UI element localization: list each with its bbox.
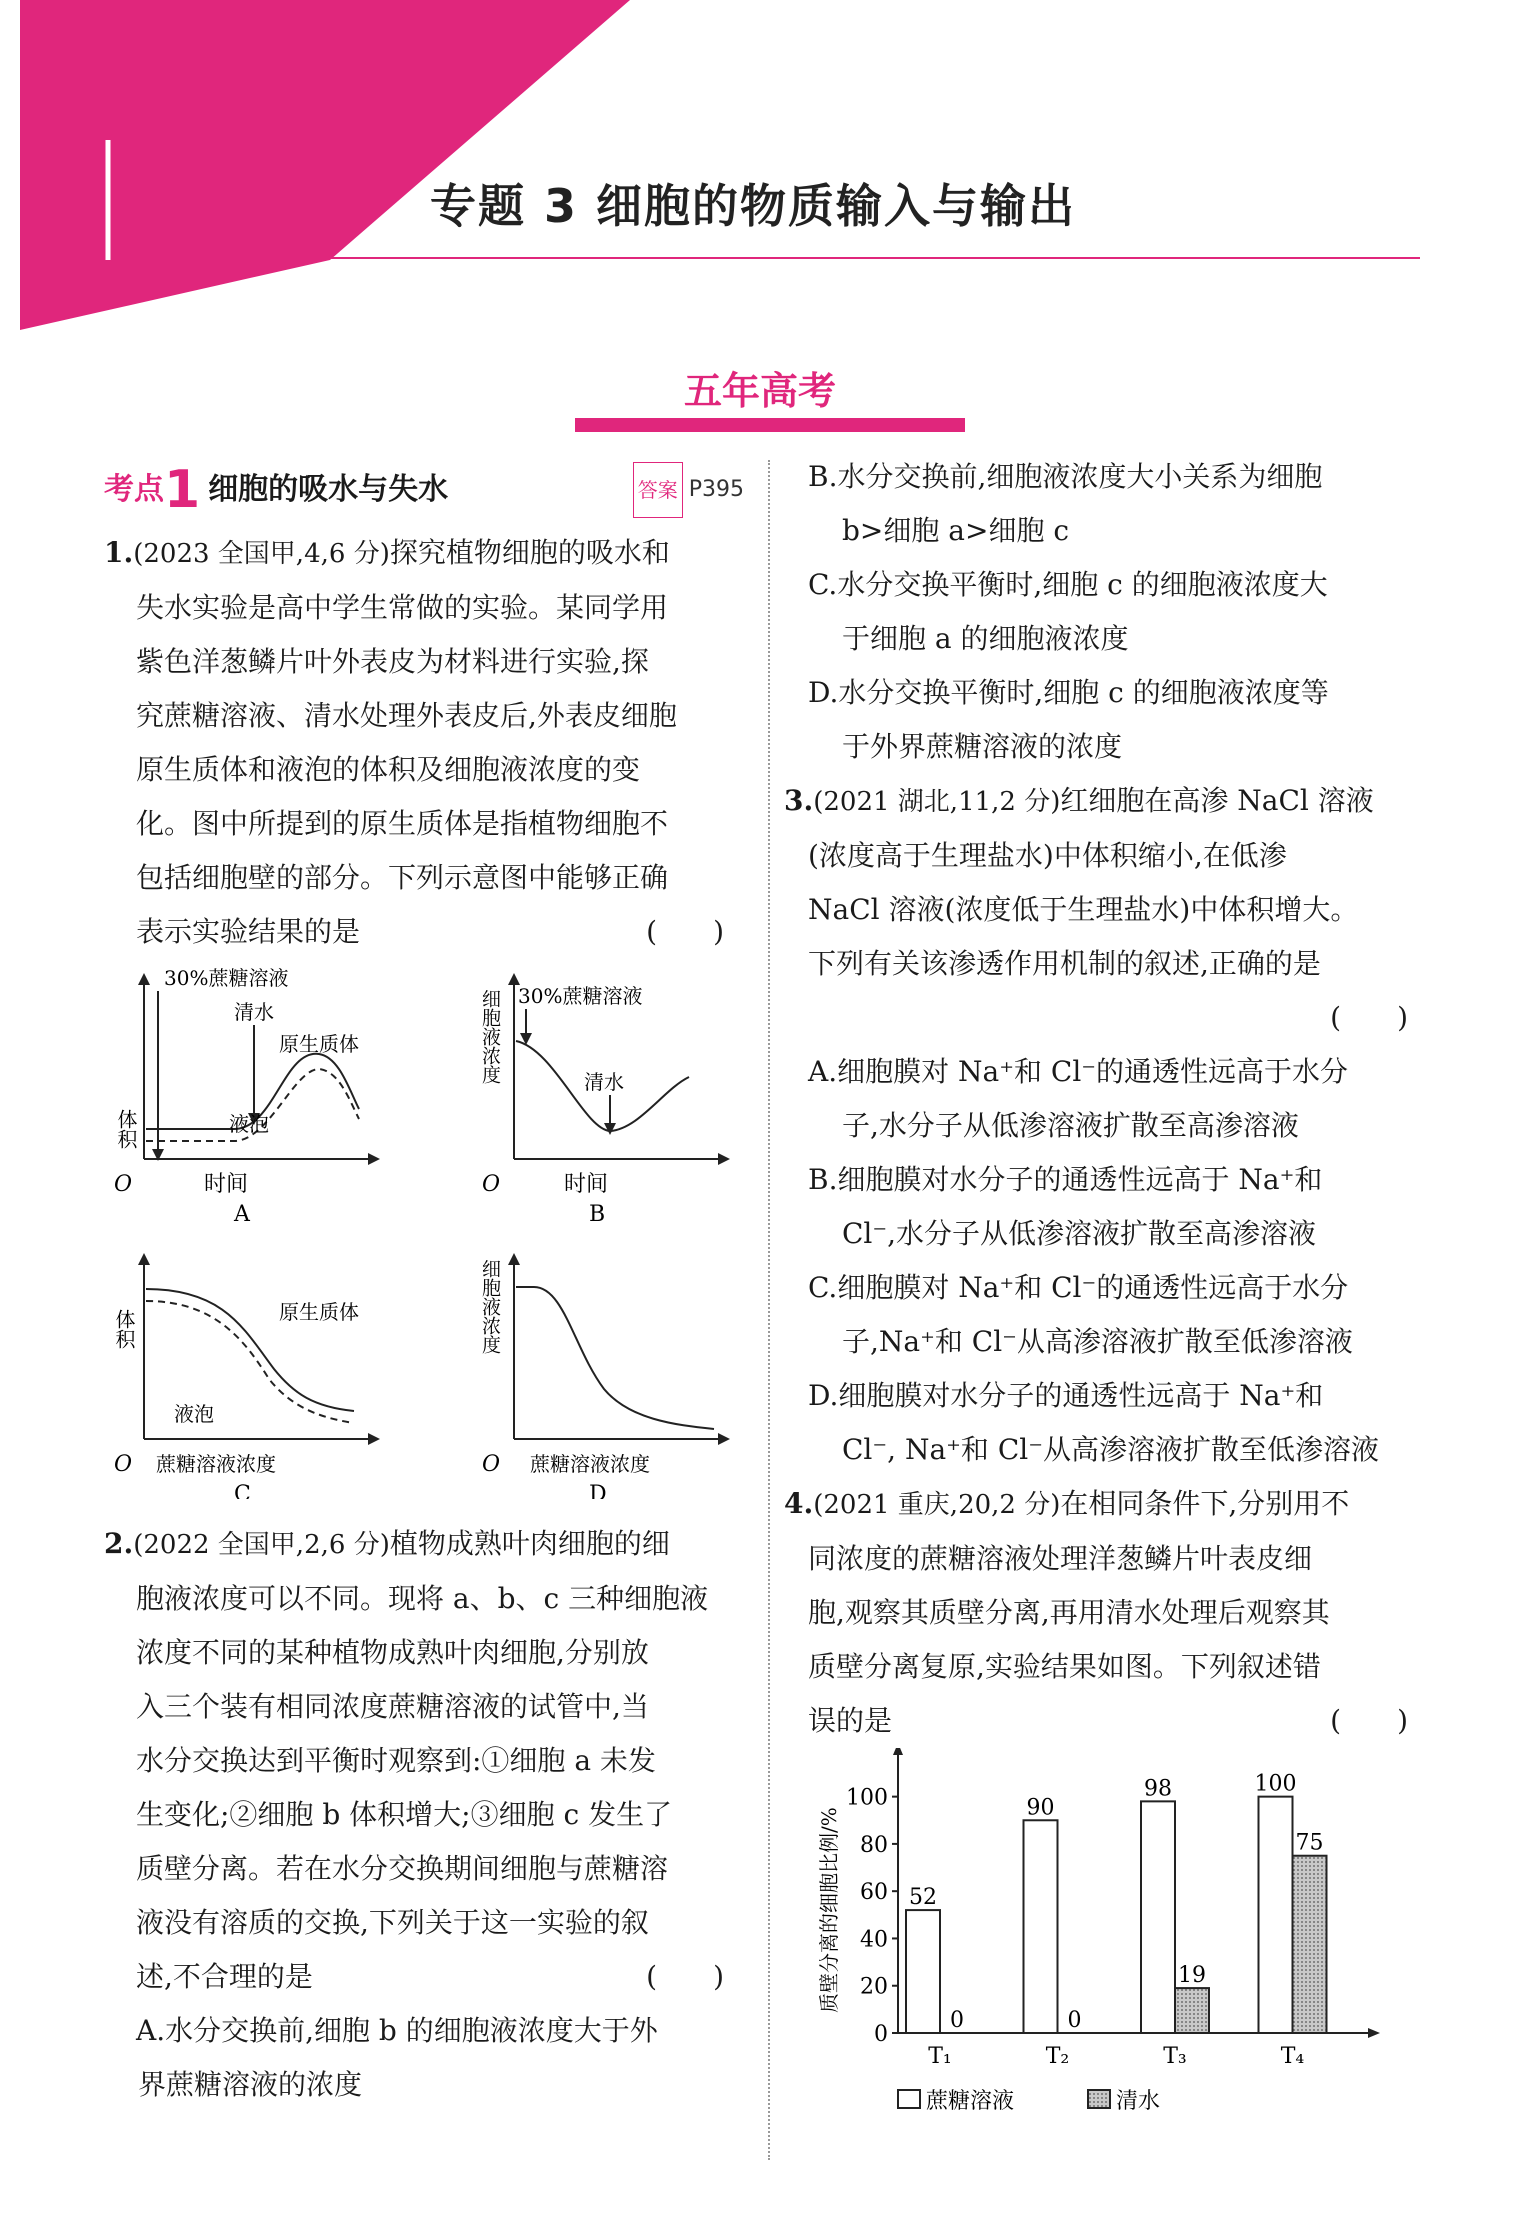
graph-b-mid-note: 清水 (584, 1070, 624, 1094)
bar (1293, 1856, 1327, 2033)
graph-a-curve1: 原生质体 (279, 1032, 359, 1056)
y-axis-label: 质壁分离的细胞比例/% (817, 1807, 841, 2013)
q3-source: (2021 湖北,11,2 分) (813, 787, 1061, 817)
q2-line: 胞液浓度可以不同。现将 a、b、c 三种细胞液 (136, 1582, 709, 1615)
data-label: 90 (1026, 1795, 1055, 1821)
q3-option-b: B.细胞膜对水分子的通透性远高于 Na⁺和 (808, 1163, 1323, 1196)
x-axis-arrow (1368, 2028, 1380, 2038)
q3-line: 下列有关该渗透作用机制的叙述,正确的是 (808, 947, 1321, 980)
graph-a-curve2: 液泡 (229, 1112, 269, 1136)
q1-graphs (104, 959, 744, 1499)
question-2 (104, 1517, 744, 2112)
data-label: 100 (1254, 1771, 1297, 1797)
bar (1024, 1820, 1058, 2033)
graph-a-label: A (234, 1202, 250, 1227)
column-divider (768, 460, 770, 2160)
graph-b-top-note: 30%蔗糖溶液 (518, 984, 643, 1008)
answer-blank: ( ) (646, 1960, 724, 1993)
question-4 (784, 1477, 1428, 1748)
section-title: 五年高考 (683, 369, 836, 413)
q1-number: 1. (104, 536, 134, 569)
q3-option-d-cont: Cl⁻, Na⁺和 Cl⁻从高渗溶液扩散至低渗溶液 (842, 1433, 1379, 1466)
q1-source: (2023 全国甲,4,6 分) (133, 539, 390, 569)
answer-blank: ( ) (1330, 1704, 1408, 1737)
y-axis-arrow (893, 1748, 903, 1755)
data-label: 75 (1295, 1830, 1324, 1856)
bar (1175, 1988, 1209, 2033)
q4-source: (2021 重庆,20,2 分) (813, 1490, 1061, 1520)
y-tick-label: 60 (860, 1880, 888, 1906)
q2-option-a-cont: 界蔗糖溶液的浓度 (138, 2068, 363, 2101)
q2-option-a: A.水分交换前,细胞 b 的细胞液浓度大于外 (136, 2014, 658, 2047)
q4-line: 误的是 (808, 1704, 893, 1737)
answer-tag: 答案 (633, 462, 683, 518)
q2-line: 述,不合理的是 (136, 1960, 313, 1993)
q2-line: 入三个装有相同浓度蔗糖溶液的试管中,当 (136, 1690, 649, 1723)
y-tick-label: 20 (860, 1974, 888, 2000)
q2-line: 质壁分离。若在水分交换期间细胞与蔗糖溶 (136, 1852, 669, 1885)
q2-number: 2. (104, 1527, 134, 1560)
q4-line: 在相同条件下,分别用不 (1060, 1487, 1350, 1520)
legend-label: 蔗糖溶液 (926, 2089, 1015, 2114)
kaodian-number: 1 (164, 460, 201, 520)
answer-page: P395 (688, 477, 744, 502)
q2-option-b-cont: b>细胞 a>细胞 c (842, 514, 1070, 547)
y-tick-label: 80 (860, 1832, 888, 1858)
graph-b-xlabel: 时间 (564, 1172, 609, 1197)
bar (906, 1910, 940, 2033)
graph-b (479, 979, 724, 1227)
x-tick-label: T₁ (928, 2044, 952, 2069)
graph-d-ylabel: 细胞液浓度 (479, 1259, 501, 1354)
graph-b-origin: O (482, 1172, 501, 1197)
data-label: 98 (1144, 1776, 1172, 1802)
legend-label: 清水 (1116, 2089, 1161, 2114)
x-tick-label: T₃ (1163, 2044, 1187, 2069)
answer-blank: ( ) (646, 915, 724, 948)
question-1 (104, 526, 744, 959)
graph-c-xlabel: 蔗糖溶液浓度 (156, 1452, 276, 1476)
y-tick-label: 0 (874, 2022, 888, 2047)
q2-option-c: C.水分交换平衡时,细胞 c 的细胞液浓度大 (808, 568, 1328, 601)
graph-d-origin: O (482, 1452, 501, 1477)
section-underline (575, 418, 965, 432)
q1-line: 包括细胞壁的部分。下列示意图中能够正确 (136, 861, 669, 894)
q2-option-c-cont: 于细胞 a 的细胞液浓度 (842, 622, 1129, 655)
q3-number: 3. (784, 784, 814, 817)
legend-swatch (1088, 2090, 1110, 2108)
kaodian-title: 细胞的吸水与失水 (208, 472, 449, 507)
question-3 (784, 774, 1428, 1477)
graph-a (114, 966, 374, 1227)
q2-line: 生变化;②细胞 b 体积增大;③细胞 c 发生了 (136, 1798, 673, 1831)
q1-line: 原生质体和液泡的体积及细胞液浓度的变 (136, 753, 641, 786)
y-tick-label: 100 (846, 1785, 888, 1811)
y-tick-label: 40 (860, 1927, 888, 1953)
graph-c-curve1: 原生质体 (279, 1300, 359, 1324)
q3-line: 红细胞在高渗 NaCl 溶液 (1060, 784, 1374, 817)
q2-option-d-cont: 于外界蔗糖溶液的浓度 (842, 730, 1123, 763)
q1-line: 紫色洋葱鳞片叶外表皮为材料进行实验,探 (136, 645, 649, 678)
q1-line: 失水实验是高中学生常做的实验。某同学用 (136, 591, 669, 624)
q3-line: (浓度高于生理盐水)中体积缩小,在低渗 (808, 839, 1287, 872)
graph-a-top-note: 30%蔗糖溶液 (164, 966, 289, 990)
q1-line: 表示实验结果的是 (136, 915, 361, 948)
q2-line: 植物成熟叶肉细胞的细 (389, 1527, 670, 1560)
graph-c-label: C (234, 1482, 251, 1499)
legend-swatch (898, 2090, 920, 2108)
q4-line: 胞,观察其质壁分离,再用清水处理后观察其 (808, 1596, 1330, 1629)
data-label: 0 (950, 2008, 964, 2033)
bar-chart (808, 1748, 1408, 2128)
q1-line: 化。图中所提到的原生质体是指植物细胞不 (136, 807, 669, 840)
x-tick-label: T₂ (1045, 2044, 1070, 2069)
q3-option-a: A.细胞膜对 Na⁺和 Cl⁻的通透性远高于水分 (808, 1055, 1349, 1088)
graph-c-curve2: 液泡 (174, 1402, 214, 1426)
q3-option-c: C.细胞膜对 Na⁺和 Cl⁻的通透性远高于水分 (808, 1271, 1349, 1304)
data-label: 52 (909, 1885, 937, 1911)
q3-option-c-cont: 子,Na⁺和 Cl⁻从高渗溶液扩散至低渗溶液 (842, 1325, 1353, 1358)
graph-b-label: B (589, 1202, 606, 1227)
q4-line: 同浓度的蔗糖溶液处理洋葱鳞片叶表皮细 (808, 1542, 1313, 1575)
graph-c-origin: O (114, 1452, 133, 1477)
q3-option-b-cont: Cl⁻,水分子从低渗溶液扩散至高渗溶液 (842, 1217, 1317, 1250)
graph-c-ylabel: 体积 (112, 1309, 136, 1349)
right-column (784, 450, 1428, 2146)
q2-option-d: D.水分交换平衡时,细胞 c 的细胞液浓度等 (808, 676, 1329, 709)
graph-a-origin: O (114, 1172, 133, 1197)
x-tick-label: T₄ (1280, 2044, 1305, 2069)
q4-number: 4. (784, 1487, 814, 1520)
graph-a-mid-note: 清水 (234, 1000, 274, 1024)
graph-b-ylabel: 细胞液浓度 (479, 989, 501, 1084)
q2-line: 浓度不同的某种植物成熟叶肉细胞,分别放 (136, 1636, 649, 1669)
kaodian-prefix: 考点 (104, 472, 164, 507)
q2-line: 液没有溶质的交换,下列关于这一实验的叙 (136, 1906, 649, 1939)
page-title: 专题 3 细胞的物质输入与输出 (430, 179, 1077, 233)
q1-line: 探究植物细胞的吸水和 (389, 536, 670, 569)
q4-line: 质壁分离复原,实验结果如图。下列叙述错 (808, 1650, 1321, 1683)
bar (1141, 1801, 1175, 2033)
q2-option-b: B.水分交换前,细胞液浓度大小关系为细胞 (808, 460, 1323, 493)
q1-line: 究蔗糖溶液、清水处理外表皮后,外表皮细胞 (136, 699, 677, 732)
graph-a-ylabel: 体积 (114, 1109, 138, 1149)
graph-d (479, 1259, 724, 1499)
left-column (104, 460, 744, 2112)
graph-d-label: D (589, 1482, 607, 1499)
kaodian-header (104, 460, 744, 520)
answer-blank: ( ) (1330, 1001, 1408, 1034)
q2-source: (2022 全国甲,2,6 分) (133, 1530, 390, 1560)
graph-a-xlabel: 时间 (204, 1172, 249, 1197)
header-banner (0, 0, 1520, 330)
q2-line: 水分交换达到平衡时观察到:①细胞 a 未发 (136, 1744, 656, 1777)
data-label: 0 (1067, 2008, 1082, 2033)
q3-option-d: D.细胞膜对水分子的通透性远高于 Na⁺和 (808, 1379, 1324, 1412)
data-label: 19 (1178, 1963, 1206, 1989)
graph-d-xlabel: 蔗糖溶液浓度 (530, 1452, 650, 1476)
graph-c (112, 1259, 374, 1499)
q3-option-a-cont: 子,水分子从低渗溶液扩散至高渗溶液 (842, 1109, 1299, 1142)
q3-line: NaCl 溶液(浓度低于生理盐水)中体积增大。 (808, 893, 1359, 926)
bar (1259, 1797, 1293, 2033)
